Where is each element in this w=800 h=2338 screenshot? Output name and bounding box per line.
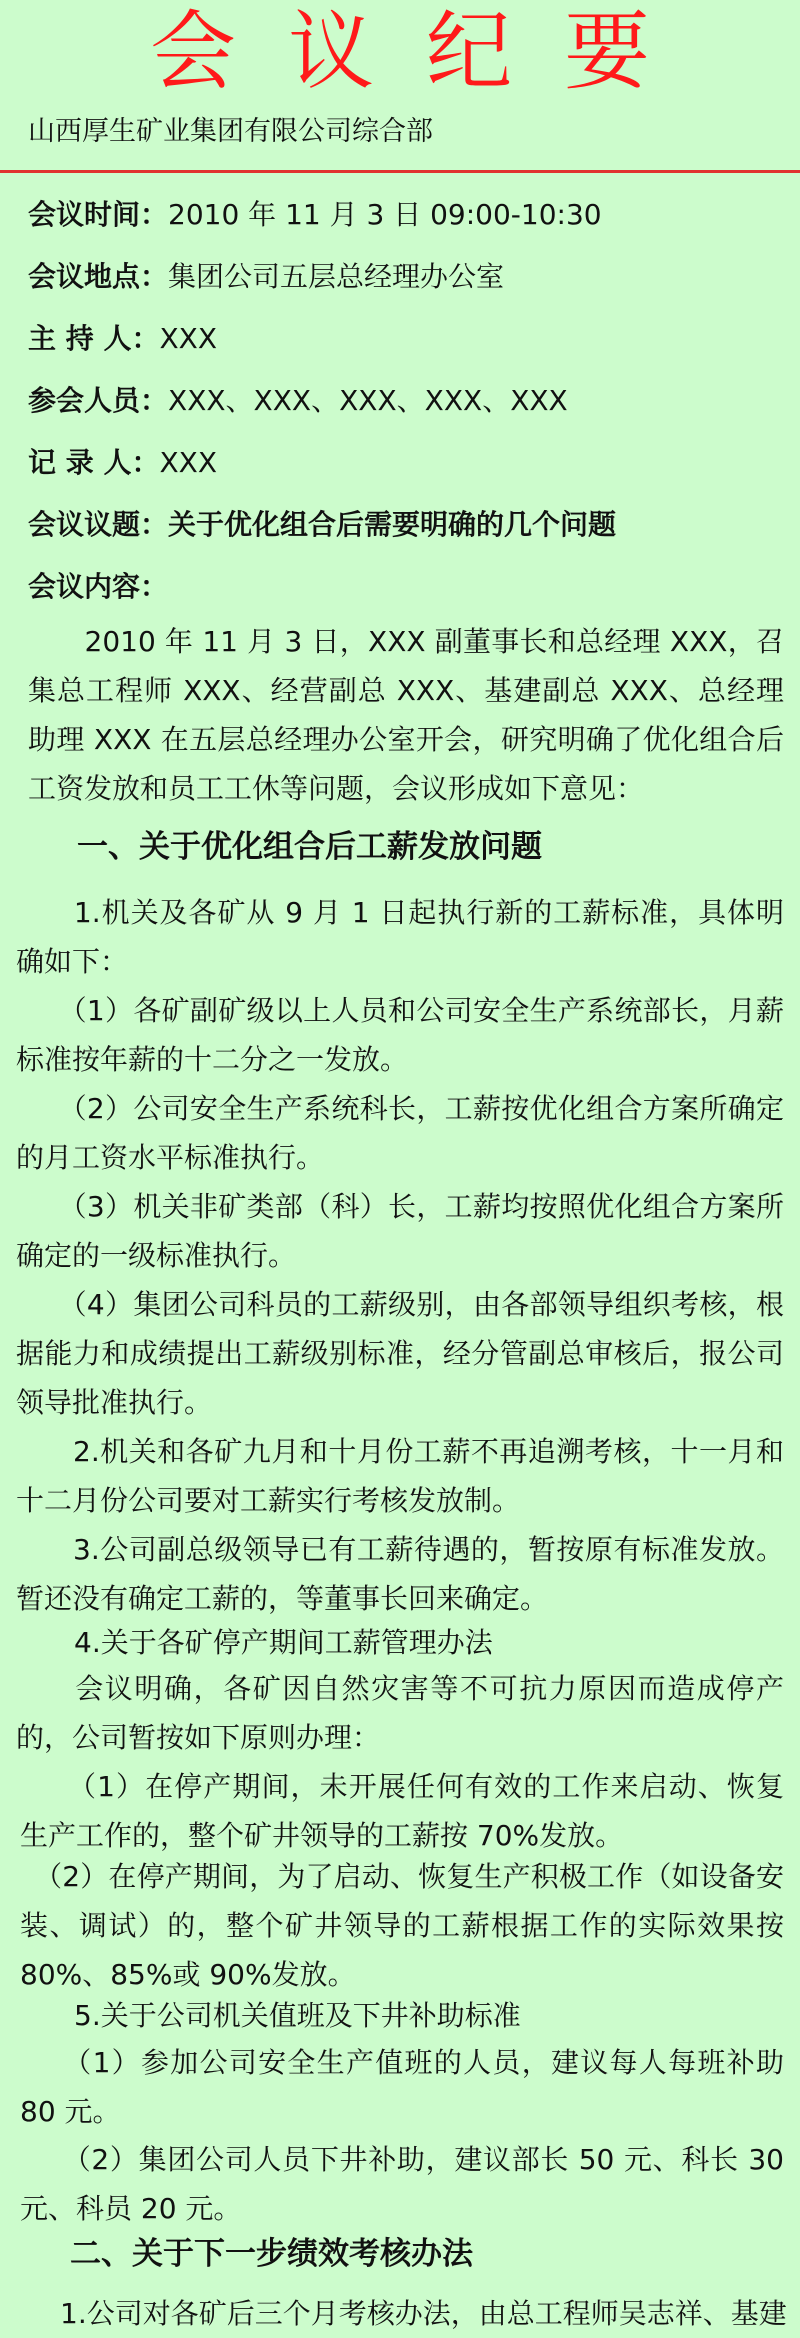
host-label: 主 持 人： — [28, 322, 160, 355]
recorder-row — [28, 445, 217, 481]
host-value: XXX — [159, 322, 218, 355]
intro-paragraph: 2010 年 11 月 3 日，XXX 副董事长和总经理 XXX，召集总工程师 XXX、经营副总 XXX、基建副总 XXX、总经理助理 XXX 在五层总经理办公室开会，研究明确了优化组合后工资发放和员工工休等问题，会议形成如下意见： — [28, 625, 784, 805]
meeting-time-value: 2010 年 11 月 3 日 09:00-10:30 — [168, 198, 602, 231]
paragraph-4-heading: 4.关于各矿停产期间工薪管理办法 — [74, 1626, 493, 1659]
meeting-time-label: 会议时间： — [28, 198, 169, 231]
attendees-value: XXX、XXX、XXX、XXX、XXX — [168, 384, 568, 417]
paragraph-5-2: （2）集团公司人员下井补助，建议部长 50 元、科长 30 元、科员 20 元。 — [20, 2143, 784, 2225]
section-heading-1: 一、关于优化组合后工薪发放问题 — [77, 829, 542, 865]
paragraph-1-3: （3）机关非矿类部（科）长，工薪均按照优化组合方案所确定的一级标准执行。 — [16, 1190, 784, 1272]
topic-label: 会议议题： — [28, 508, 169, 541]
paragraph-2: 2.机关和各矿九月和十月份工薪不再追溯考核，十一月和十二月份公司要对工薪实行考核发放制。 — [16, 1435, 784, 1517]
meeting-time-row — [28, 197, 602, 233]
paragraph-1-1: （1）各矿副矿级以上人员和公司安全生产系统部长，月薪标准按年薪的十二分之一发放。 — [16, 994, 784, 1076]
header-divider — [0, 170, 800, 173]
section-heading-2: 二、关于下一步绩效考核办法 — [70, 2236, 473, 2272]
paragraph-1: 1.机关及各矿从 9 月 1 日起执行新的工薪标准，具体明确如下： — [16, 896, 784, 978]
host-row — [28, 321, 217, 357]
recorder-label: 记 录 人： — [28, 446, 160, 479]
paragraph-3: 3.公司副总级领导已有工薪待遇的，暂按原有标准发放。暂还没有确定工薪的，等董事长回来确定。 — [16, 1533, 784, 1615]
paragraph-5-1: （1）参加公司安全生产值班的人员，建议每人每班补助 80 元。 — [20, 2046, 784, 2128]
paragraph-1-4: （4）集团公司科员的工薪级别，由各部领导组织考核，根据能力和成绩提出工薪级别标准，经分管副总审核后，报公司领导批准执行。 — [16, 1288, 784, 1419]
paragraph-4-body: 会议明确，各矿因自然灾害等不可抗力原因而造成停产的，公司暂按如下原则办理： — [16, 1672, 784, 1754]
paragraph-6: 1.公司对各矿后三个月考核办法，由总工程师吴志祥、基建 — [60, 2297, 787, 2330]
document-title: 会议纪要 — [150, 2, 702, 102]
paragraph-1-2: （2）公司安全生产系统科长，工薪按优化组合方案所确定的月工资水平标准执行。 — [16, 1092, 784, 1174]
attendees-row — [28, 383, 568, 419]
recorder-value: XXX — [159, 446, 218, 479]
organization-name: 山西厚生矿业集团有限公司综合部 — [28, 116, 433, 147]
meeting-place-row — [28, 259, 504, 295]
paragraph-5-heading: 5.关于公司机关值班及下井补助标准 — [74, 1999, 521, 2032]
meeting-place-value: 集团公司五层总经理办公室 — [168, 260, 505, 293]
topic-row — [28, 507, 616, 543]
topic-value: 关于优化组合后需要明确的几个问题 — [168, 508, 617, 541]
attendees-label: 参会人员： — [28, 384, 169, 417]
paragraph-4-1: （1）在停产期间，未开展任何有效的工作来启动、恢复生产工作的，整个矿井领导的工薪按 70%发放。 — [20, 1770, 784, 1852]
meeting-place-label: 会议地点： — [28, 260, 169, 293]
content-label: 会议内容： — [28, 570, 169, 603]
paragraph-4-2: （2）在停产期间，为了启动、恢复生产积极工作（如设备安装、调试）的，整个矿井领导的工薪根据工作的实际效果按 80%、85%或 90%发放。 — [20, 1860, 784, 1991]
